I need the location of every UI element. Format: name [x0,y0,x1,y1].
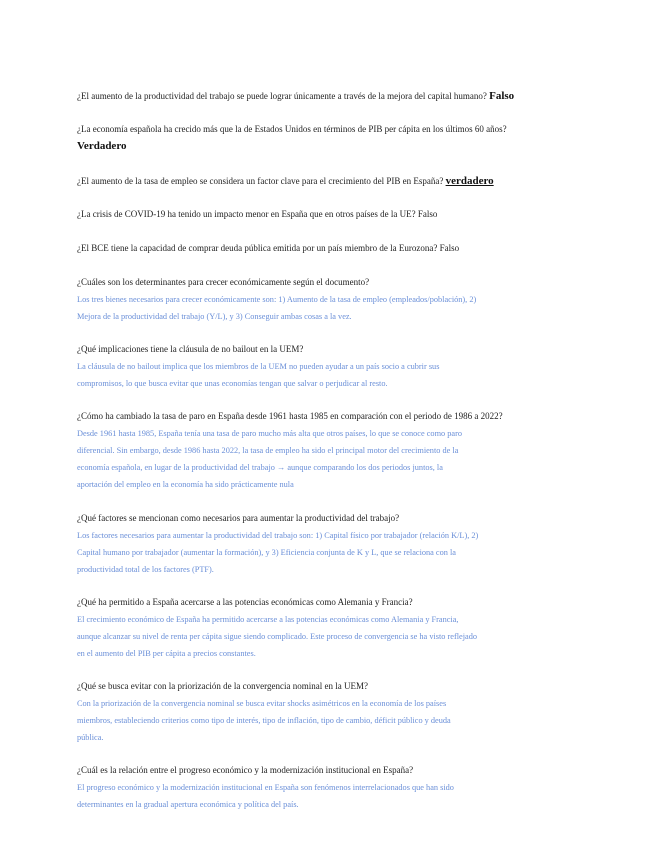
answer-text [77,358,582,392]
answer-label: verdadero [445,175,494,187]
qa-block-4 [77,513,582,578]
question-text: ¿El aumento de la tasa de empleo se considera un factor clave para el crecimiento del PIB en España? [77,176,444,186]
qa-block-3 [77,411,582,493]
answer-line: Capital humano por trabajador (aumentar la formación), y 3) Eficiencia conjunta de K y L, que se relaciona con la [77,548,456,557]
answer-text [77,291,582,325]
answer-line: Los factores necesarios para aumentar la productividad del trabajo son: 1) Capital físico por trabajador (relación K/L), 2) [77,531,479,540]
question-text: ¿Qué implicaciones tiene la cláusula de no bailout en la UEM? [77,344,304,354]
question-3 [77,176,494,187]
qa-block-5 [77,597,582,662]
answer-line: productividad total de los factores (PTF). [77,565,214,574]
answer-line: Con la priorización de la convergencia nominal se busca evitar shocks asimétricos en la economía de los países [77,699,447,708]
question-text: ¿Qué factores se mencionan como necesarios para aumentar la productividad del trabajo? [77,513,400,523]
answer-label: Verdadero [77,140,127,152]
answer-line: pública. [77,733,104,742]
answer-label: Falso [489,90,515,102]
question-text: ¿El BCE tiene la capacidad de comprar deuda pública emitida por un país miembro de la Eurozona? Falso [77,243,460,253]
qa-block-7 [77,765,582,813]
qa-block-6 [77,681,582,746]
question-text: ¿Qué se busca evitar con la priorización de la convergencia nominal en la UEM? [77,681,368,691]
question-text: ¿La crisis de COVID-19 ha tenido un impacto menor en España que en otros países de la UE? Falso [77,209,438,219]
question-4 [77,209,437,220]
answer-line: compromisos, lo que busca evitar que unas economías tengan que salvar o perjudicar al resto. [77,379,388,388]
answer-line: Los tres bienes necesarios para crecer económicamente son: 1) Aumento de la tasa de empleo (empleados/población), 2) [77,295,477,304]
qa-block-2 [77,344,582,392]
question-text: ¿El aumento de la productividad del trabajo se puede lograr únicamente a través de la mejora del capital humano? [77,91,487,101]
answer-line: La cláusula de no bailout implica que los miembros de la UEM no pueden ayudar a un país socio a cubrir sus [77,362,440,371]
question-text: ¿Cuáles son los determinantes para crecer económicamente según el documento? [77,277,370,287]
answer-line: El crecimiento económico de España ha permitido acercarse a las potencias económicas como Alemania y Francia, [77,615,459,624]
answer-text [77,779,582,813]
answer-line: Mejora de la productividad del trabajo (Y/L), y 3) Conseguir ambas cosas a la vez. [77,312,352,321]
answer-text [77,695,582,746]
answer-line: Desde 1961 hasta 1985, España tenía una tasa de paro mucho más alta que otros países, lo que se conoce como paro [77,429,462,438]
question-2 [77,124,507,135]
answer-text [77,425,582,493]
answer-line: diferencial. Sin embargo, desde 1986 hasta 2022, la tasa de empleo ha sido el principal motor del crecimiento de la [77,446,459,455]
answer-text [77,527,582,578]
answer-line: aportación del empleo en la economía ha sido prácticamente nula [77,480,294,489]
question-5 [77,243,459,254]
question-text: ¿Qué ha permitido a España acercarse a las potencias económicas como Alemania y Francia? [77,597,413,607]
question-text: ¿Cómo ha cambiado la tasa de paro en España desde 1961 hasta 1985 en comparación con el periodo de 1986 a 2022? [77,411,503,421]
answer-line: miembros, estableciendo criterios como tipo de interés, tipo de inflación, tipo de cambio, déficit público y deuda [77,716,451,725]
answer-line: El progreso económico y la modernización institucional en España son fenómenos interrelacionados que han sido [77,783,454,792]
question-text: ¿La economía española ha crecido más que la de Estados Unidos en términos de PIB per cápita en los últimos 60 años? [77,124,507,134]
question-1 [77,91,514,102]
answer-line: economía española, en lugar de la productividad del trabajo → aunque comparando los dos periodos juntos, la [77,463,443,472]
answer-line: en el aumento del PIB per cápita a precios constantes. [77,649,256,658]
question-text: ¿Cuál es la relación entre el progreso económico y la modernización institucional en España? [77,765,414,775]
answer-line: aunque alcanzar su nivel de renta per cápita sigue siendo complicado. Este proceso de convergencia se ha visto reflejado [77,632,478,641]
qa-block-1 [77,277,582,325]
answer-text [77,611,582,662]
answer-line: determinantes en la gradual apertura económica y política del país. [77,800,299,809]
